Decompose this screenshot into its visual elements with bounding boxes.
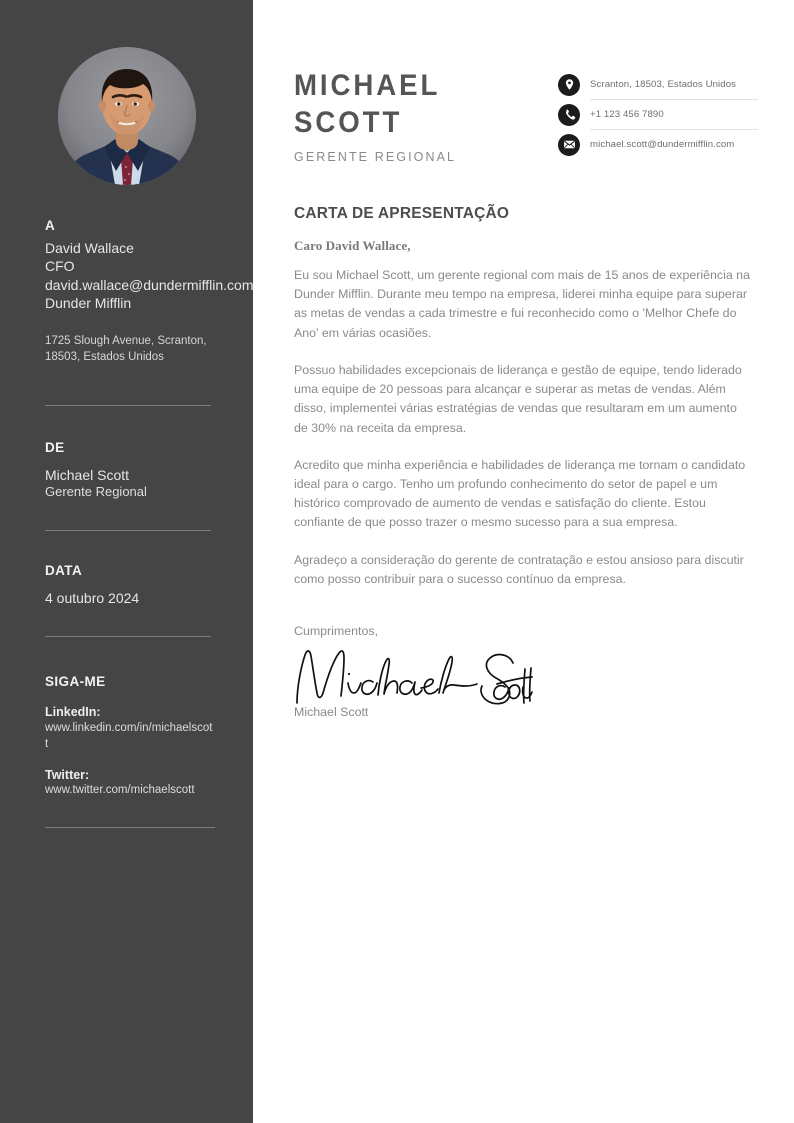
letter-paragraph: Acredito que minha experiência e habilidades de liderança me tornam o candidato ideal para o cargo. Tenho um profundo conhecimento do setor de papel e um histórico comprovado de aumento de vendas e satisfação do cliente. Estou confiante de que posso trazer o mesmo sucesso para a sua empresa. (294, 457, 746, 530)
envelope-icon (558, 134, 580, 156)
main-content (253, 0, 794, 1123)
contact-phone-text: +1 123 456 7890 (590, 109, 664, 120)
sidebar (0, 0, 253, 1123)
contact-email-text: michael.scott@dundermifflin.com (590, 139, 735, 150)
letter-paragraph: Agradeço a consideração do gerente de contratação e estou ansioso para discutir como posso contribuir para o sucesso contínuo da empresa. (294, 552, 744, 586)
recipient-name: David Wallace (45, 240, 134, 256)
phone-icon (558, 104, 580, 126)
sender-job-title: Gerente Regional (45, 484, 147, 500)
signature-name: Michael Scott (294, 705, 369, 719)
letter-paragraph: Eu sou Michael Scott, um gerente regional com mais de 15 anos de experiência na Dunder Mifflin. Durante meu tempo na empresa, liderei minha equipe para superar as metas de vendas a cada trimestre e fui reconhecido como o 'Melhor Chefe do Ano' em várias ocasiões. (294, 268, 750, 340)
recipient-heading: A (45, 218, 56, 233)
recipient-job-title: CFO (45, 258, 75, 275)
handwritten-signature (291, 641, 536, 711)
recipient-company: Dunder Mifflin (45, 295, 132, 312)
follow-heading: SIGA-ME (45, 674, 106, 689)
contact-row-email (558, 130, 758, 159)
sidebar-divider-2 (45, 530, 211, 531)
location-pin-icon (558, 74, 580, 96)
sender-name: Michael Scott (45, 467, 130, 483)
portrait-photo-icon (58, 47, 196, 185)
letter-paragraph: Possuo habilidades excepcionais de liderança e gestão de equipe, tendo liderado uma equipe de 20 pessoas para alcançar e superar as metas de vendas. Além disso, implementei várias estratégias de vendas que resultaram em um aumento de 30% na receita da empresa. (294, 362, 742, 435)
sidebar-divider-4 (45, 827, 215, 828)
linkedin-url[interactable]: www.linkedin.com/in/michaelscott (45, 721, 213, 750)
recipient-email: david.wallace@dundermifflin.com (45, 276, 254, 293)
sidebar-divider-3 (45, 636, 211, 637)
sidebar-divider-1 (45, 405, 211, 406)
twitter-url[interactable]: www.twitter.com/michaelscott (45, 784, 195, 797)
date-value: 4 outubro 2024 (45, 590, 140, 606)
contact-list (558, 70, 758, 159)
contact-row-location (558, 70, 758, 99)
sender-block (45, 440, 210, 501)
last-name: SCOTT (294, 105, 403, 139)
recipient-address-text: 1725 Slough Avenue, Scranton, 18503, Estados Unidos (45, 335, 207, 364)
avatar-wrapper (45, 47, 209, 185)
contact-row-phone (558, 100, 758, 129)
linkedin-label: LinkedIn: (45, 705, 101, 719)
date-block (45, 563, 210, 607)
letter-closing: Cumprimentos, (294, 624, 379, 638)
date-heading: DATA (45, 563, 83, 578)
signature-icon (291, 641, 536, 711)
sender-heading: DE (45, 440, 65, 455)
twitter-label: Twitter: (45, 767, 90, 782)
first-name: MICHAEL (294, 69, 441, 102)
letter-title: CARTA DE APRESENTAÇÃO (294, 205, 510, 222)
avatar (58, 47, 196, 185)
contact-location-text: Scranton, 18503, Estados Unidos (590, 79, 737, 90)
letter-body (294, 238, 754, 607)
header-role: GERENTE REGIONAL (294, 150, 457, 165)
letter-greeting: Caro David Wallace, (294, 238, 411, 253)
page-title (294, 68, 524, 164)
follow-block (45, 674, 213, 799)
recipient-address (45, 333, 210, 366)
recipient-block (45, 218, 254, 313)
